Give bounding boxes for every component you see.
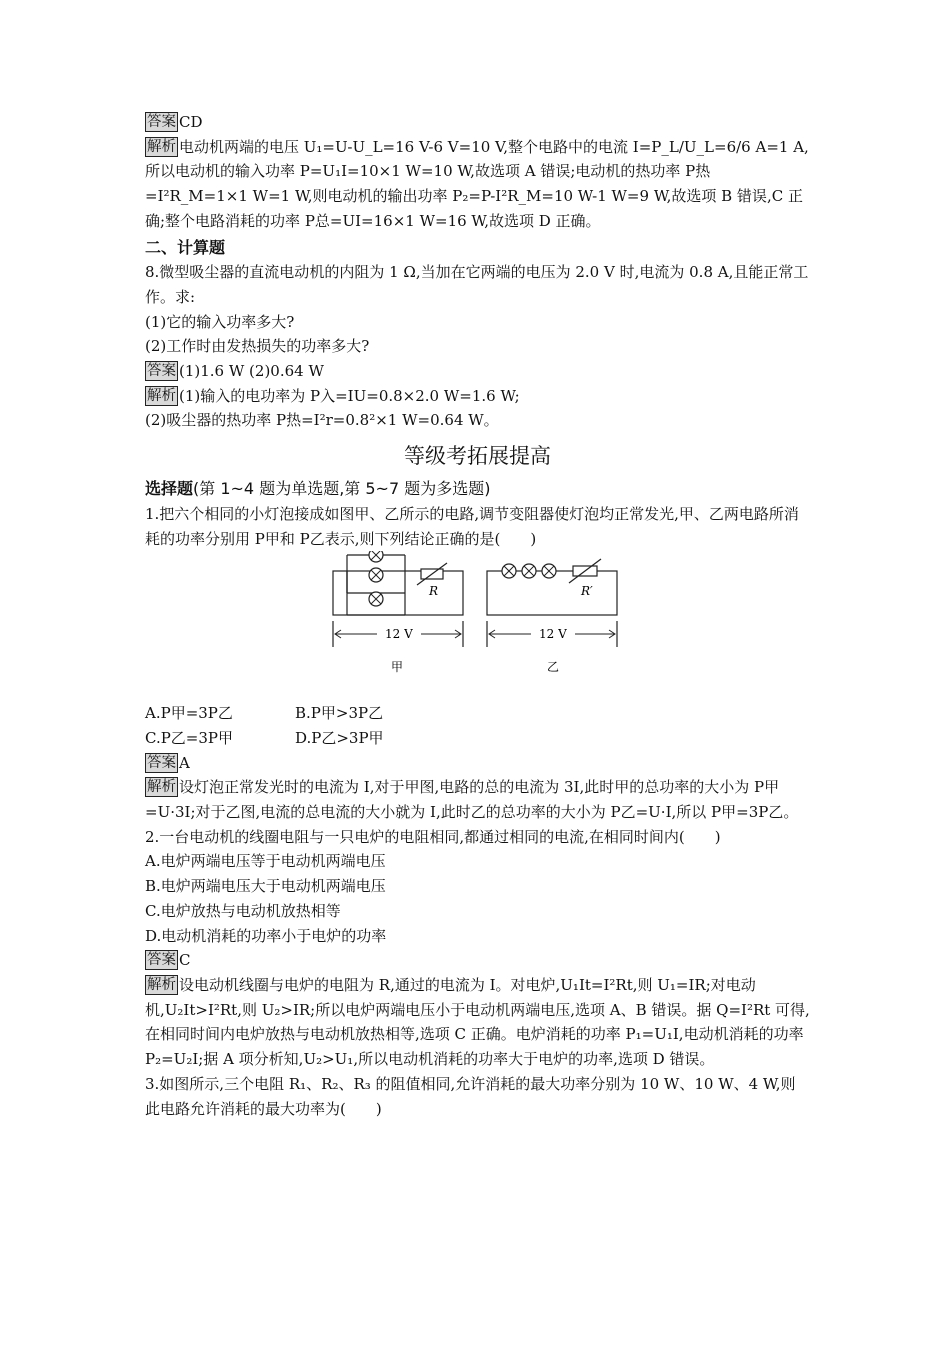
- option-c: C.电炉放热与电动机放热相等: [145, 901, 341, 920]
- answer-tag: 答案: [147, 114, 176, 130]
- heading-level-extension: 等级考拓展提高: [404, 444, 551, 469]
- analysis-paragraph: 解析 设灯泡正常发光时的电流为 I,对于甲图,电路的总的电流为 3I,此时甲的总功率的大小为 P甲=U·3I;对于乙图,电流的总电流的大小就为 I,此时乙的总功率的大小为 P乙=U·I,所以 P甲=3P乙。: [145, 778, 799, 822]
- voltage-label-left: 12 V: [385, 627, 413, 642]
- question-8-part-1: (1)它的输入功率多大?: [145, 312, 295, 331]
- analysis-tag: 解析: [147, 779, 176, 796]
- voltage-arrows: [335, 630, 615, 638]
- question-8-part-2: (2)工作时由发热损失的功率多大?: [145, 337, 370, 356]
- analysis-paragraph: 解析 设电动机线圈与电炉的电阻为 R,通过的电流为 I。对电炉,U₁It=I²Rt,则 U₁=IR;对电动机,U₂It>I²Rt,则 U₂>IR;所以电炉两端电压小于电动机两端电压,选项 A、B 错误。据 Q=I²Rt 可得,在相同时间内电炉放热与电动机放热相等,选项 C 正确。电炉消耗的功率 P₁=U₁I,电动机消耗的功率 P₂=U₂I;据 A 项分析知,U₂>U₁,所以电动机消耗的功率大于电炉的功率,选项 D 错误。: [145, 975, 810, 1069]
- answer-line: 答案 C: [147, 951, 191, 970]
- option-d: D.电动机消耗的功率小于电炉的功率: [145, 926, 387, 945]
- question-1-options: [145, 701, 810, 750]
- question-2-stem: 2.一台电动机的线圈电阻与一只电炉的电阻相同,都通过相同的电流,在相同时间内( ): [145, 827, 721, 846]
- resistor-label-r-prime: R′: [581, 584, 593, 599]
- option-a: A.电炉两端电压等于电动机两端电压: [145, 852, 386, 871]
- answer-line: 答案 CD: [147, 113, 203, 131]
- answer-tag: 答案: [147, 754, 176, 771]
- answer-line: 答案 (1)1.6 W (2)0.64 W: [147, 362, 324, 381]
- resistor-label-r: R: [429, 584, 439, 599]
- lamp-icon: [369, 551, 383, 562]
- option-c: C.P乙=3P甲: [145, 728, 234, 747]
- voltage-label-right: 12 V: [539, 627, 567, 642]
- answer-tag: 答案: [147, 952, 176, 969]
- question-8-stem: 8.微型吸尘器的直流电动机的内阻为 1 Ω,当加在它两端的电压为 2.0 V 时,电流为 0.8 A,且能正常工作。求:: [145, 263, 809, 306]
- circuit-diagram: [325, 551, 625, 701]
- answer-tag: 答案: [147, 363, 176, 380]
- question-1-stem: 1.把六个相同的小灯泡接成如图甲、乙所示的电路,调节变阻器使灯泡均正常发光,甲、乙两电路所消耗的功率分别用 P甲和 P乙表示,则下列结论正确的是( ): [145, 504, 799, 548]
- analysis-tag: 解析: [147, 976, 176, 993]
- caption-jia: 甲: [391, 660, 404, 675]
- answer-line: 答案 A: [147, 753, 190, 772]
- analysis-tag: 解析: [147, 138, 176, 155]
- section-title-choice: 选择题(第 1~4 题为单选题,第 5~7 题为多选题): [145, 479, 491, 499]
- option-b: B.电炉两端电压大于电动机两端电压: [145, 877, 386, 896]
- analysis-tag: 解析: [147, 387, 176, 404]
- option-a: A.P甲=3P乙: [145, 704, 233, 723]
- analysis-paragraph: 解析 (1)输入的电功率为 P入=IU=0.8×2.0 W=1.6 W;: [147, 386, 520, 405]
- circuit-figure: [145, 551, 810, 701]
- option-b: B.P甲>3P乙: [295, 704, 384, 723]
- caption-yi: 乙: [547, 660, 560, 675]
- document-page: [145, 110, 810, 1121]
- analysis-continued: (2)吸尘器的热功率 P热=I²r=0.8²×1 W=0.64 W。: [145, 411, 499, 430]
- analysis-paragraph: 解析 电动机两端的电压 U₁=U-U_L=16 V-6 V=10 V,整个电路中的电流 I=P_L/U_L=6/6 A=1 A,所以电动机的输入功率 P=U₁I=10×1 W=10 W,故选项 A 错误;电动机的热功率 P热=I²R_M=1×1 W=1 W,则电动机的输出功率 P₂=P-I²R_M=10 W-1 W=9 W,故选项 B 错误,C 正确;整个电路消耗的功率 P总=UI=16×1 W=16 W,故选项 D 正确。: [145, 137, 809, 230]
- question-3-stem: 3.如图所示,三个电阻 R₁、R₂、R₃ 的阻值相同,允许消耗的最大功率分别为 10 W、10 W、4 W,则此电路允许消耗的最大功率为( ): [145, 1074, 796, 1118]
- option-d: D.P乙>3P甲: [295, 728, 384, 747]
- section-title-calculation: 二、计算题: [145, 237, 226, 257]
